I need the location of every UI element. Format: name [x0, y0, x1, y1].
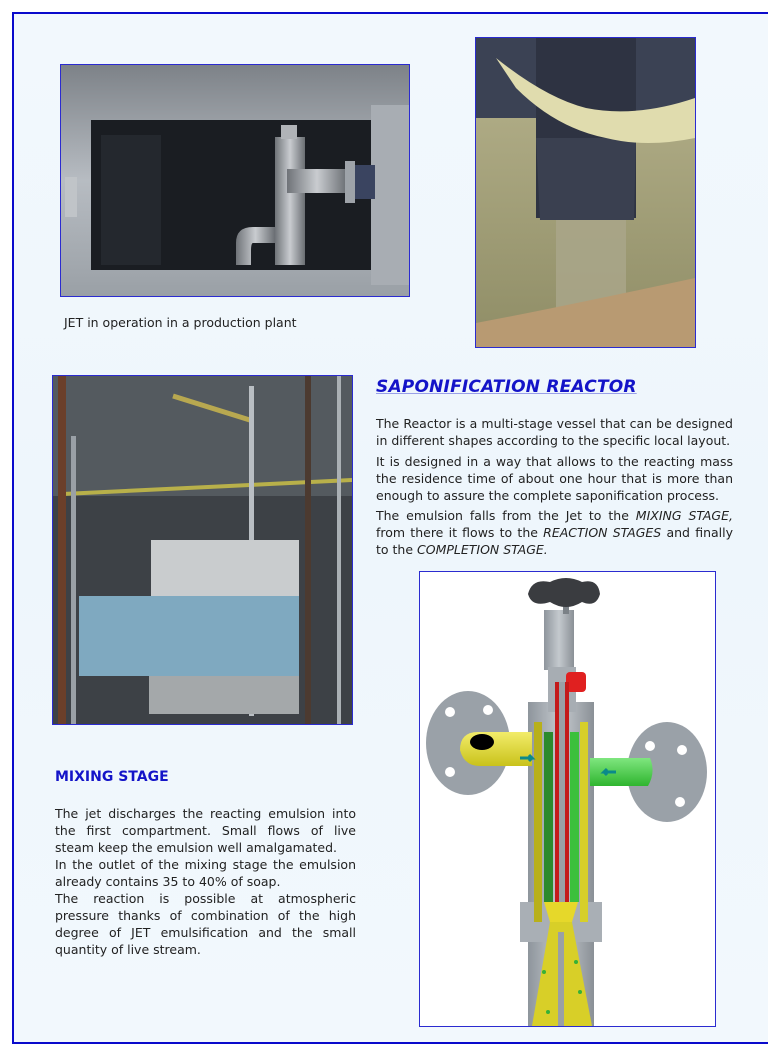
reactor-p3-text-e: and finally to the — [376, 525, 733, 557]
reactor-paragraph-1: The Reactor is a multi-stage vessel that can be designed in different shapes according to the specific local layout. — [376, 416, 733, 448]
jet-discharge-illustration — [476, 38, 695, 347]
reaction-stages-term: REACTION STAGES — [543, 525, 662, 540]
jet-photo-illustration — [61, 65, 409, 296]
completion-stage-term: COMPLETION STAGE. — [417, 542, 548, 557]
reactor-p3-text-a: The emulsion falls from the Jet to the — [376, 508, 636, 523]
reactor-heading: SAPONIFICATION REACTOR — [376, 377, 637, 397]
jet-cutaway-illustration — [420, 572, 715, 1026]
mixing-paragraph-1: The jet discharges the reacting emulsion into the first compartment. Small flows of live steam keep the emulsion well amalgamated. — [55, 806, 356, 855]
reactor-p3-text-c: from there it flows to the — [376, 525, 544, 540]
mixing-stage-term: MIXING STAGE, — [635, 508, 733, 523]
jet-photo — [60, 64, 410, 297]
jet-cutaway-diagram — [419, 571, 716, 1027]
reactor-paragraph-2: It is designed in a way that allows to the reacting mass the residence time of about one hour that is more than enough to assure the complete saponification process. — [376, 454, 733, 503]
mixing-paragraph-3: The reaction is possible at atmospheric pressure thanks of combination of the high degree of JET emulsification and the small quantity of live stream. — [55, 891, 356, 957]
jet-photo-caption: JET in operation in a production plant — [64, 315, 297, 330]
reactor-paragraph-3 — [376, 507, 733, 558]
reactor-photo — [52, 375, 353, 725]
mixing-stage-heading: MIXING STAGE — [55, 769, 169, 785]
jet-discharge-photo — [475, 37, 696, 348]
mixing-paragraph-2: In the outlet of the mixing stage the emulsion already contains 35 to 40% of soap. — [55, 857, 356, 889]
reactor-illustration — [53, 376, 352, 724]
